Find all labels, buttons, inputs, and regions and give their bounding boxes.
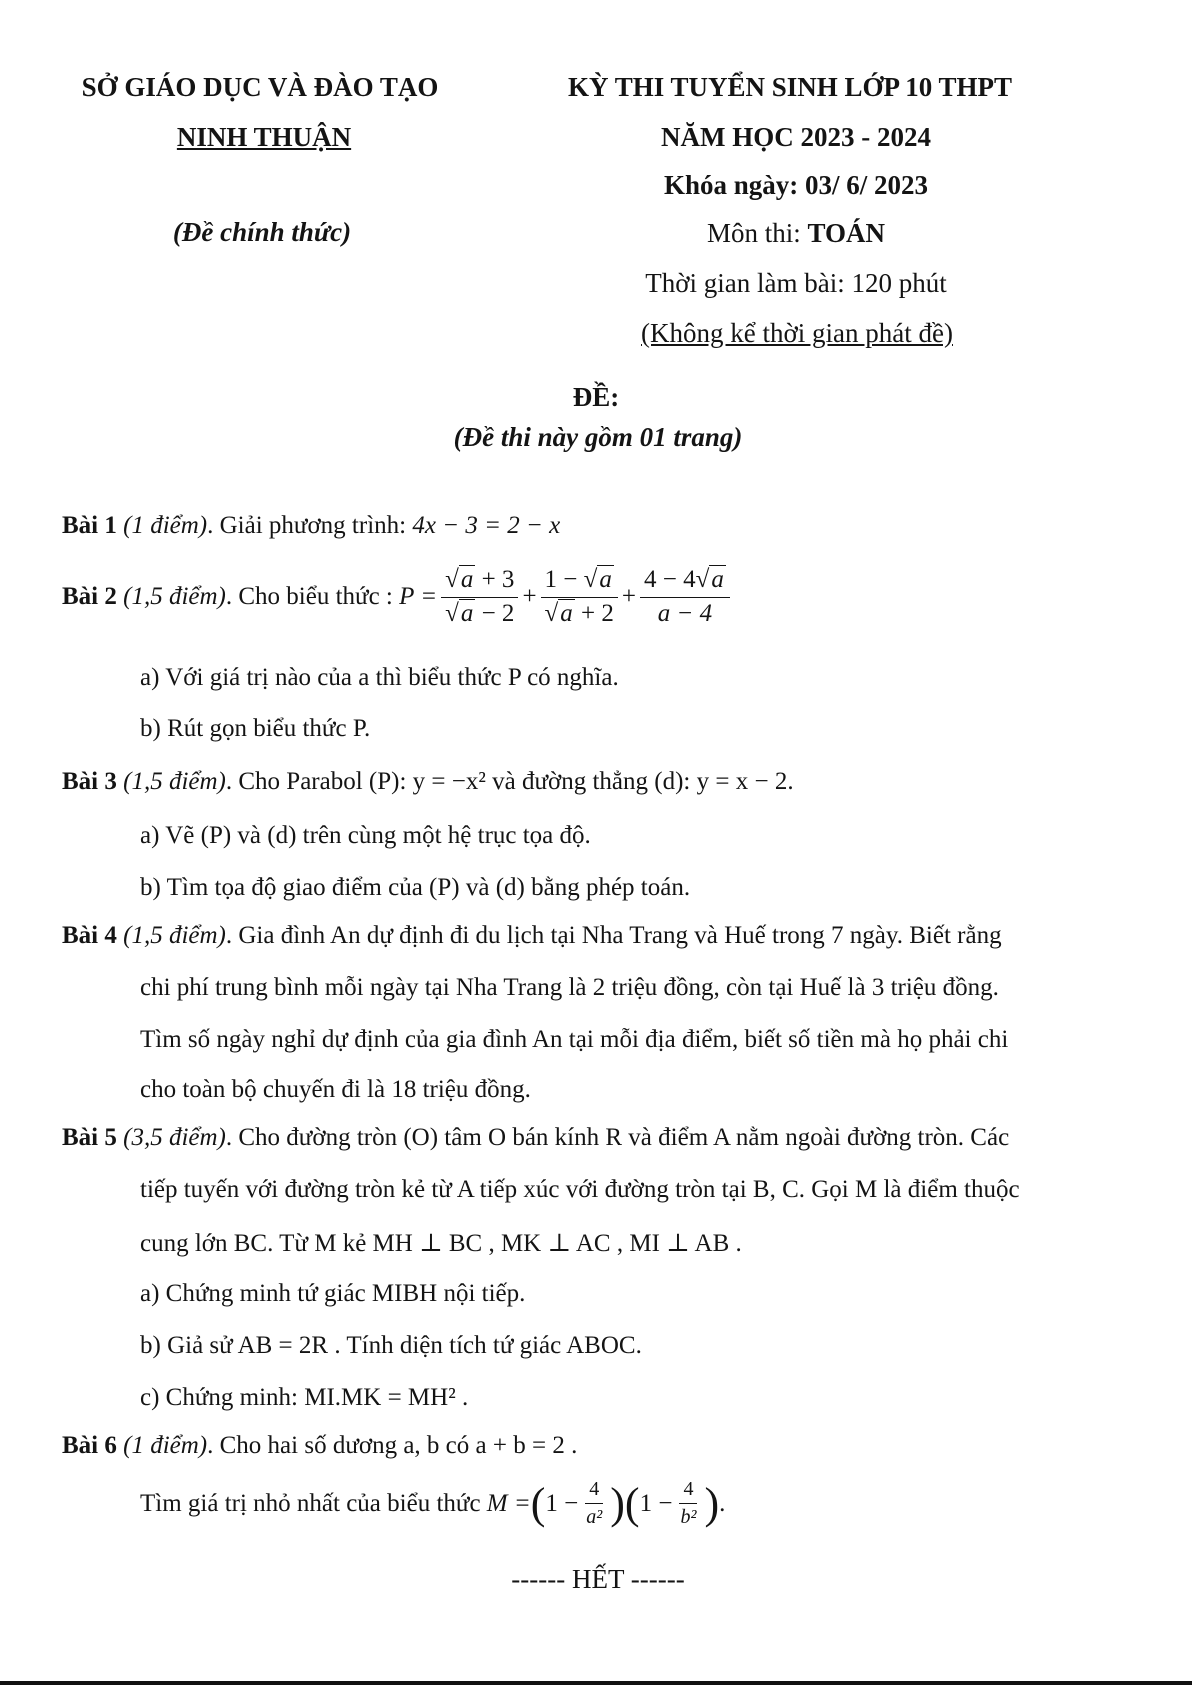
problem-text: Tìm giá trị nhỏ nhất của biểu thức	[140, 1489, 481, 1517]
expression-M: M =	[486, 1489, 531, 1517]
problem-label: Bài 2	[62, 583, 117, 611]
school-year: NĂM HỌC 2023 - 2024	[661, 122, 931, 152]
problem-text: . Cho hai số dương a, b có a + b = 2 .	[207, 1432, 578, 1459]
problem-points: (1,5 điểm)	[123, 768, 226, 795]
page-subtitle: (Đề thi này gồm 01 trang)	[453, 422, 743, 452]
problem-text: . Cho biểu thức :	[225, 583, 393, 611]
problem-label: Bài 4	[62, 922, 117, 949]
problem-label: Bài 6	[62, 1432, 117, 1459]
official-note: (Đề chính thức)	[172, 217, 352, 247]
problem-6	[62, 1432, 577, 1460]
problem-3a: a) Vẽ (P) và (d) trên cùng một hệ trục tọa độ.	[140, 822, 591, 849]
problem-4-line2: chi phí trung bình mỗi ngày tại Nha Trang là 2 triệu đồng, còn tại Huế là 3 triệu đồng.	[140, 974, 999, 1001]
province-name: NINH THUẬN	[176, 122, 352, 152]
problem-points: (1 điểm)	[123, 1432, 208, 1459]
problem-5a: a) Chứng minh tứ giác MIBH nội tiếp.	[140, 1280, 526, 1307]
problem-4	[62, 922, 1002, 950]
problem-4-line4: cho toàn bộ chuyến đi là 18 triệu đồng.	[140, 1076, 531, 1103]
department-name: SỞ GIÁO DỤC VÀ ĐÀO TẠO	[81, 72, 439, 102]
equation: 4x − 3 = 2 − x	[412, 512, 561, 539]
fraction-3: $\frac{4 - 4√a}{a - 4}$	[640, 566, 730, 629]
subject-label: Môn thi:	[706, 218, 808, 248]
problem-2a: a) Với giá trị nào của a thì biểu thức P có nghĩa.	[140, 664, 619, 691]
problem-text: . Giải phương trình:	[207, 512, 413, 539]
fraction-2: $\frac{1 - √a}{√a + 2}$	[541, 566, 618, 629]
expression-P: P =	[399, 583, 438, 611]
problem-label: Bài 1	[62, 512, 117, 539]
problem-5-line3: cung lớn BC. Từ M kẻ MH ⊥ BC , MK ⊥ AC , MI ⊥ AB .	[140, 1230, 742, 1257]
fraction-4-over-a2: $\frac{4}{\text{a²}}$	[586, 1478, 603, 1528]
problem-5-line2: tiếp tuyến với đường tròn kẻ từ A tiếp xúc với đường tròn tại B, C. Gọi M là điểm thuộc	[140, 1176, 1020, 1203]
fraction-1: $\frac{√a + 3}{√a - 2}$	[441, 566, 518, 629]
problem-text: . Cho đường tròn (O) tâm O bán kính R và điểm A nằm ngoài đường tròn. Các	[225, 1124, 1010, 1151]
problem-6-line2: Tìm giá trị nhỏ nhất của biểu thức M = ( 1 − $\frac{4}{\text{a²}}$ ) ( 1 − $\frac{4}{\text{b²}}$ ) .	[140, 1478, 726, 1528]
problem-3b: b) Tìm tọa độ giao điểm của (P) và (d) bằng phép toán.	[140, 874, 691, 901]
fraction-4-over-b2: $\frac{4}{\text{b²}}$	[680, 1478, 697, 1528]
problem-points: (1 điểm)	[123, 512, 208, 539]
problem-2b: b) Rút gọn biểu thức P.	[140, 715, 371, 742]
problem-points: (1,5 điểm)	[123, 583, 226, 611]
subject-line	[707, 218, 885, 249]
problem-label: Bài 3	[62, 768, 117, 795]
exam-duration: Thời gian làm bài: 120 phút	[645, 268, 947, 298]
page-title: ĐỀ:	[572, 382, 620, 412]
plus-sign: +	[522, 583, 537, 611]
problem-text: . Cho Parabol (P): y = −x² và đường thẳng (d): y = x − 2.	[225, 768, 794, 795]
problem-points: (3,5 điểm)	[123, 1124, 226, 1151]
plus-sign: +	[621, 583, 636, 611]
problem-5	[62, 1124, 1009, 1152]
end-marker: ------ HẾT ------	[511, 1564, 685, 1594]
problem-label: Bài 5	[62, 1124, 117, 1151]
subject-value: TOÁN	[807, 218, 886, 248]
problem-text: . Gia đình An dự định đi du lịch tại Nha Trang và Huế trong 7 ngày. Biết rằng	[225, 922, 1002, 949]
problem-1	[62, 512, 560, 540]
bottom-border	[0, 1681, 1192, 1685]
problem-5b: b) Giả sử AB = 2R . Tính diện tích tứ giác ABOC.	[140, 1332, 642, 1359]
problem-4-line3: Tìm số ngày nghỉ dự định của gia đình An tại mỗi địa điểm, biết số tiền mà họ phải chi	[140, 1026, 1009, 1053]
duration-note: (Không kể thời gian phát đề)	[641, 318, 953, 348]
problem-3	[62, 768, 794, 796]
problem-points: (1,5 điểm)	[123, 922, 226, 949]
problem-5c: c) Chứng minh: MI.MK = MH² .	[140, 1384, 469, 1411]
exam-title: KỲ THI TUYỂN SINH LỚP 10 THPT	[567, 72, 1013, 102]
exam-date: Khóa ngày: 03/ 6/ 2023	[663, 170, 929, 200]
problem-2	[62, 566, 734, 629]
